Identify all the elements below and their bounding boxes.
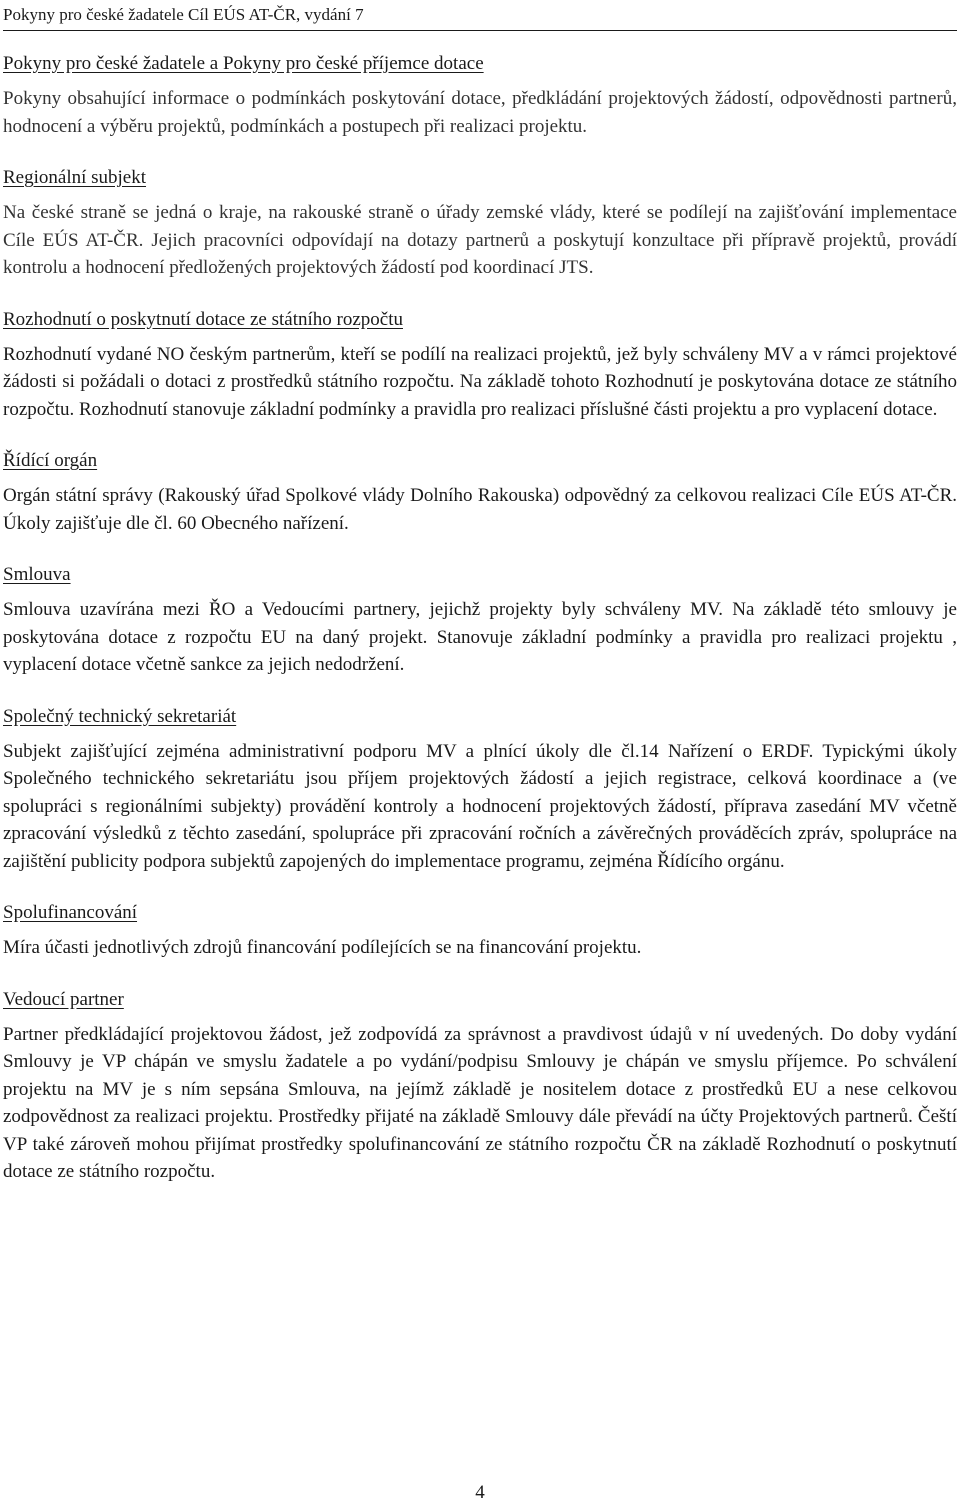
definition-section bbox=[3, 306, 957, 424]
section-paragraph: Na české straně se jedná o kraje, na rakouské straně o úřady zemské vlády, které se podílejí na zajišťování implementace Cíle EÚS AT-ČR. Jejich pracovníci odpovídají na dotazy partnerů a poskytují konzultace při přípravě projektů, provádí kontrolu a hodnocení předložených projektových žádostí pod koordinací JTS. bbox=[3, 202, 957, 278]
section-heading: Regionální subjekt bbox=[3, 167, 147, 188]
document-body bbox=[3, 50, 957, 1210]
definition-section bbox=[3, 703, 957, 876]
section-paragraph: Pokyny obsahující informace o podmínkách poskytování dotace, předkládání projektových žádostí, odpovědnosti partnerů, hodnocení a výběru projektů, podmínkách a postupech při realizaci projektu. bbox=[3, 88, 957, 137]
section-paragraph: Partner předkládající projektovou žádost, jež zodpovídá za správnost a pravdivost údajů v ní uvedených. Do doby vydání Smlouvy je VP chápán ve smyslu žadatele a po vydání/podpisu Smlouvy je chápán ve smyslu příjemce. Po schválení projektu na MV je s ním sepsána Smlouva, na jejímž základě je nositelem dotace z prostředků EU a nese celkovou zodpovědnost za realizaci projektu. Prostředky přijaté na základě Smlouvy dále převádí na účty Projektových partnerů. Čeští VP také zároveň mohou přijímat prostředky spolufinancování ze státního rozpočtu ČR na základě Rozhodnutí o poskytnutí dotace ze státního rozpočtu. bbox=[3, 1023, 957, 1182]
section-paragraph: Míra účasti jednotlivých zdrojů financování podílejících se na financování projektu. bbox=[3, 937, 642, 958]
section-heading: Řídící orgán bbox=[3, 450, 98, 471]
section-heading: Rozhodnutí o poskytnutí dotace ze státního rozpočtu bbox=[3, 308, 403, 330]
section-paragraph: Smlouva uzavírána mezi ŘO a Vedoucími partnery, jejichž projekty byly schváleny MV. Na základě této smlouvy je poskytována dotace z rozpočtu EU na daný projekt. Stanovuje základní podmínky a pravidla pro realizaci projektu , vyplacení dotace včetně sankce za jejich nedodržení. bbox=[3, 599, 957, 675]
definition-section bbox=[3, 447, 957, 537]
definition-section bbox=[3, 899, 957, 962]
section-heading: Smlouva bbox=[3, 564, 71, 585]
definition-section bbox=[3, 164, 957, 282]
section-heading: Pokyny pro české žadatele a Pokyny pro české příjemce dotace bbox=[3, 53, 484, 74]
running-header: Pokyny pro české žadatele Cíl EÚS AT-ČR, vydání 7 bbox=[3, 4, 957, 31]
section-paragraph: Subjekt zajišťující zejména administrativní podporu MV a plnící úkoly dle čl.14 Nařízení o ERDF. Typickými úkoly Společného technického sekretariátu jsou příjem projektových žádostí a jejich registrace, celková koordinace a (ve spolupráci s regionálními subjekty) provádění kontroly a hodnocení projektových žádostí, příprava zasedání MV včetně zpracování výsledků z těchto zasedání, spolupráce při zpracování ročních a závěrečných prováděcích zpráv, spolupráce na zajištění publicity podpora subjektů zapojených do implementace programu, zejména Řídícího orgánu. bbox=[3, 740, 957, 872]
definition-section bbox=[3, 561, 957, 679]
definition-section bbox=[3, 50, 957, 140]
section-heading: Vedoucí partner bbox=[3, 988, 124, 1010]
document-page bbox=[3, 0, 957, 1505]
definition-section bbox=[3, 986, 957, 1186]
page-number: 4 bbox=[475, 1482, 485, 1503]
section-heading: Společný technický sekretariát bbox=[3, 705, 237, 727]
section-heading: Spolufinancování bbox=[3, 902, 138, 923]
section-paragraph: Rozhodnutí vydané NO českým partnerům, kteří se podílí na realizaci projektů, jež byly schváleny MV a v rámci projektové žádosti si požádali o dotaci z prostředků státního rozpočtu. Na základě tohoto Rozhodnutí je poskytována dotace ze státního rozpočtu. Rozhodnutí stanovuje základní podmínky a pravidla pro realizaci příslušné části projektu a pro vyplacení dotace. bbox=[3, 343, 957, 420]
section-paragraph: Orgán státní správy (Rakouský úřad Spolkové vlády Dolního Rakouska) odpovědný za celkovou realizaci Cíle EÚS AT-ČR. Úkoly zajišťuje dle čl. 60 Obecného nařízení. bbox=[3, 485, 957, 534]
